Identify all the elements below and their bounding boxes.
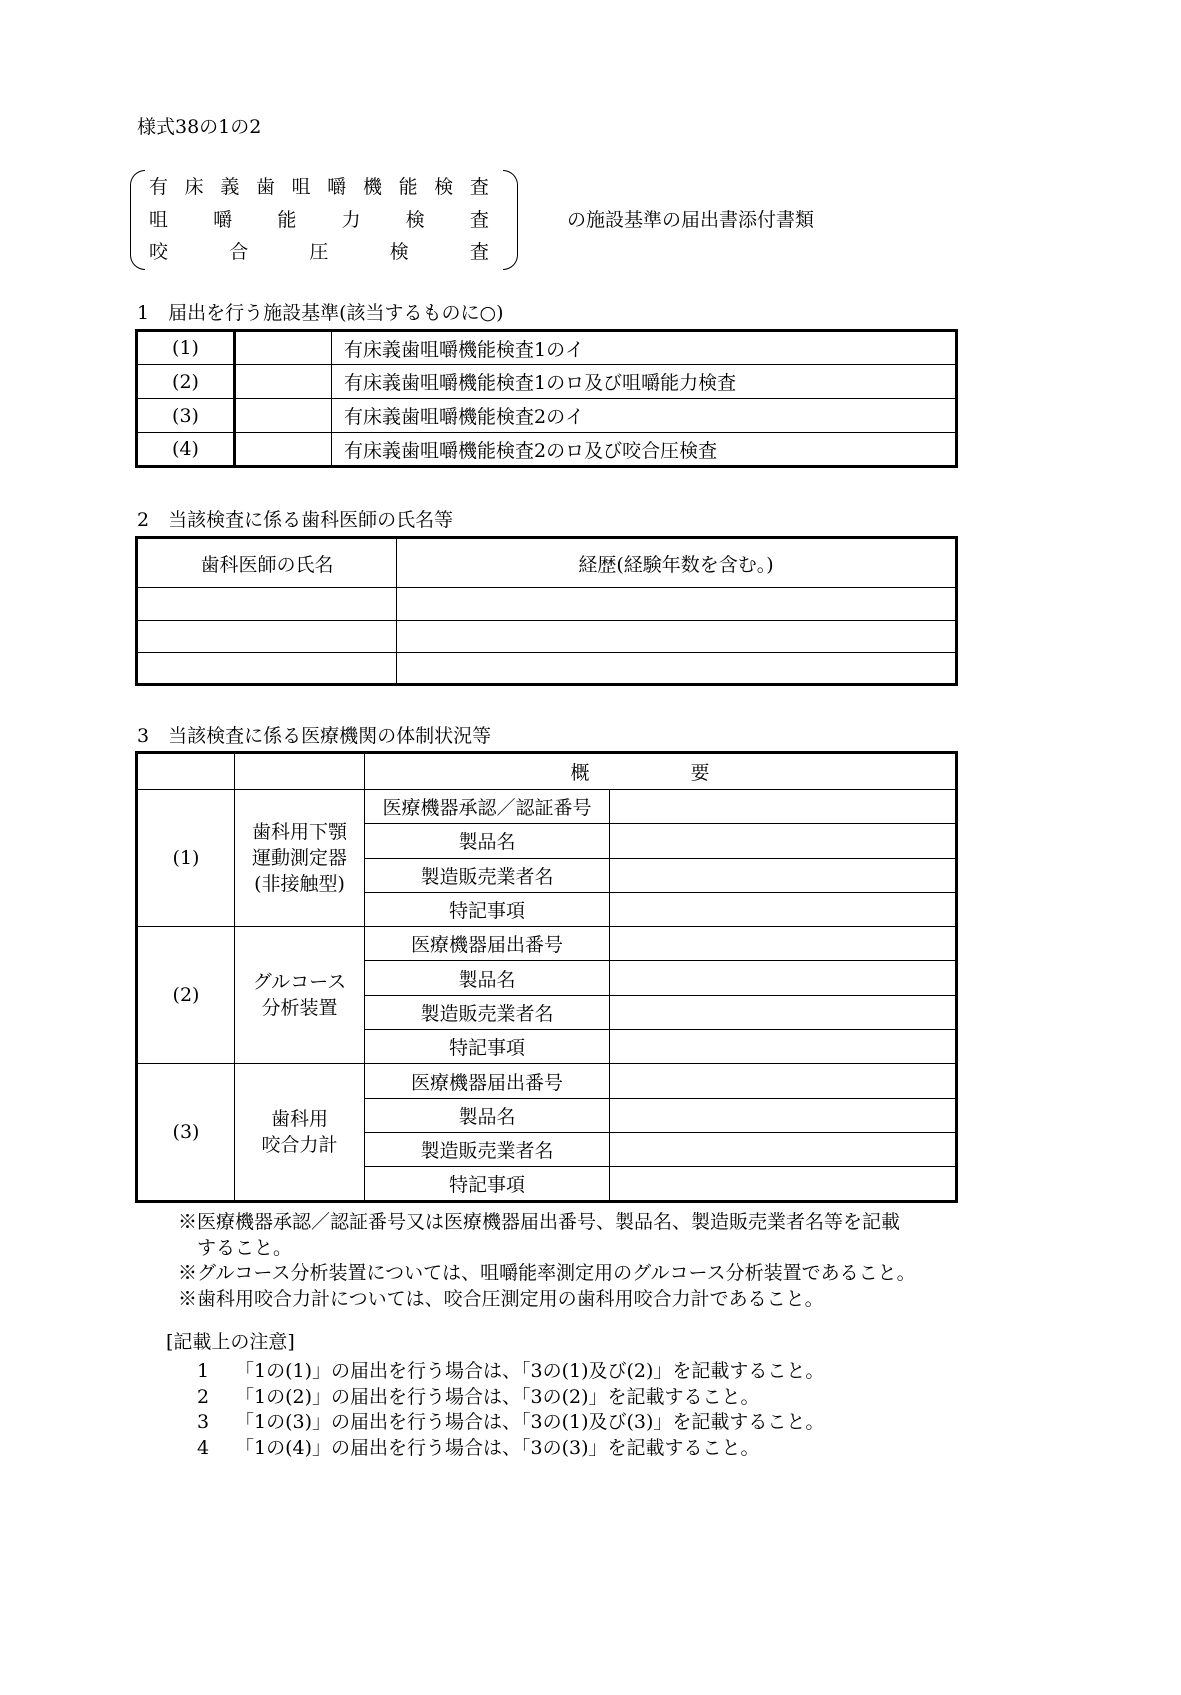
- table-row: [137, 790, 957, 824]
- table-row: [137, 331, 957, 365]
- device-name-line: 運動測定器: [251, 847, 347, 870]
- row-number: (3): [137, 399, 235, 433]
- title-char: 義: [220, 176, 240, 198]
- device-name-line: (非接触型): [254, 873, 345, 896]
- caution-number: 4: [197, 1436, 210, 1459]
- title-char: 咬: [149, 241, 169, 263]
- column-header-dentist-name: 歯科医師の氏名: [137, 538, 397, 588]
- header-overview-char-2: 要: [690, 762, 710, 784]
- device-name-line: 歯科用: [270, 1107, 328, 1130]
- column-header-career: 経歴(経験年数を含む。): [397, 538, 957, 588]
- cautions-heading: [記載上の注意]: [166, 1331, 295, 1353]
- item-value-cell[interactable]: [610, 790, 957, 824]
- section1-heading: 1 届出を行う施設基準(該当するものに○): [137, 302, 504, 324]
- caution-item: [197, 1410, 824, 1436]
- section2-heading: 2 当該検査に係る歯科医師の氏名等: [137, 509, 454, 531]
- title-char: 検: [434, 176, 454, 198]
- device-name: [235, 790, 365, 927]
- note-line: ※歯科用咬合力計については、咬合圧測定用の歯科用咬合力計であること。: [178, 1287, 824, 1310]
- group-number: (3): [137, 1064, 235, 1201]
- item-value-cell[interactable]: [610, 858, 957, 892]
- title-char: 床: [184, 176, 204, 198]
- form-id: 様式38の1の2: [137, 116, 262, 138]
- check-mark-cell[interactable]: [235, 331, 332, 365]
- item-label: 製品名: [365, 824, 610, 858]
- item-label: 製品名: [365, 1098, 610, 1132]
- title-line-1: [149, 178, 489, 197]
- caution-text: 「1の(2)」の届出を行う場合は、「3の(2)」を記載すること。: [235, 1385, 760, 1408]
- item-label: 医療機器届出番号: [365, 1064, 610, 1098]
- device-name-line: グルコース: [252, 971, 347, 994]
- item-label: 特記事項: [365, 1167, 610, 1201]
- device-name-line: 咬合力計: [261, 1133, 338, 1156]
- item-value-cell[interactable]: [610, 927, 957, 961]
- item-value-cell[interactable]: [610, 1098, 957, 1132]
- device-name-line: 歯科用下顎: [251, 821, 347, 844]
- caution-number: 3: [197, 1411, 210, 1433]
- section3-heading: 3 当該検査に係る医療機関の体制状況等: [137, 725, 492, 747]
- item-value-cell[interactable]: [610, 892, 957, 926]
- facility-standard-label: 有床義歯咀嚼機能検査2のイ: [332, 399, 957, 433]
- caution-text: 「1の(3)」の届出を行う場合は、「3の(1)及び(3)」を記載すること。: [235, 1411, 825, 1433]
- section3-table: [135, 751, 958, 1203]
- facility-standard-label: 有床義歯咀嚼機能検査1のイ: [332, 331, 957, 365]
- item-value-cell[interactable]: [610, 1167, 957, 1201]
- title-char: 能: [277, 209, 297, 231]
- title-suffix: の施設基準の届出書添付書類: [567, 209, 815, 231]
- item-label: 特記事項: [365, 892, 610, 926]
- header-blank-device: [235, 753, 365, 790]
- title-char: 検: [405, 209, 425, 231]
- table-row: [137, 365, 957, 399]
- title-char: 咀: [291, 176, 311, 198]
- title-char: 歯: [255, 176, 275, 198]
- title-char: 嚼: [213, 209, 233, 231]
- caution-item: [197, 1436, 824, 1462]
- header-overview: [365, 753, 957, 790]
- dentist-name-cell[interactable]: [137, 588, 397, 621]
- title-char: 合: [229, 241, 249, 263]
- dentist-name-cell[interactable]: [137, 653, 397, 685]
- career-cell[interactable]: [397, 588, 957, 621]
- note-line: ※医療機器承認／認証番号又は医療機器届出番号、製品名、製造販売業者名等を記載: [178, 1211, 901, 1233]
- row-number: (1): [137, 331, 235, 365]
- caution-text: 「1の(1)」の届出を行う場合は、「3の(1)及び(2)」を記載すること。: [235, 1360, 825, 1382]
- caution-number: 1: [197, 1360, 210, 1382]
- career-cell[interactable]: [397, 653, 957, 685]
- item-value-cell[interactable]: [610, 1132, 957, 1166]
- section1-table: [135, 329, 958, 468]
- caution-item: [197, 1385, 824, 1411]
- caution-item: [197, 1359, 824, 1385]
- title-char: 力: [341, 209, 361, 231]
- title-char: 査: [469, 176, 489, 198]
- item-value-cell[interactable]: [610, 961, 957, 995]
- title-char: 能: [398, 176, 418, 198]
- item-label: 医療機器届出番号: [365, 927, 610, 961]
- item-value-cell[interactable]: [610, 1030, 957, 1064]
- item-label: 製造販売業者名: [365, 1132, 610, 1166]
- table-row: [137, 433, 957, 467]
- table-row: [137, 399, 957, 433]
- title-line-3: [149, 243, 489, 262]
- device-name-line: 分析装置: [261, 997, 338, 1020]
- table-row: [137, 1064, 957, 1098]
- check-mark-cell[interactable]: [235, 433, 332, 467]
- section3-notes: [178, 1210, 916, 1312]
- device-name: [235, 1064, 365, 1201]
- row-number: (4): [137, 433, 235, 467]
- note-line: ※グルコース分析装置については、咀嚼能率測定用のグルコース分析装置であること。: [178, 1262, 916, 1284]
- item-value-cell[interactable]: [610, 1064, 957, 1098]
- title-char: 機: [362, 176, 382, 198]
- title-char: 圧: [309, 241, 329, 263]
- item-label: 製品名: [365, 961, 610, 995]
- title-char: 査: [469, 209, 489, 231]
- title-char: 査: [469, 241, 489, 263]
- item-label: 製造販売業者名: [365, 995, 610, 1029]
- note-line: すること。: [178, 1236, 293, 1259]
- item-value-cell[interactable]: [610, 995, 957, 1029]
- title-char: 嚼: [327, 176, 347, 198]
- title-char: 咀: [149, 209, 169, 231]
- item-label: 製造販売業者名: [365, 858, 610, 892]
- header-blank-no: [137, 753, 235, 790]
- row-number: (2): [137, 365, 235, 399]
- cautions-list: [197, 1359, 824, 1461]
- title-char: 有: [149, 176, 169, 198]
- item-label: 特記事項: [365, 1030, 610, 1064]
- left-bracket: [130, 170, 145, 270]
- group-number: (1): [137, 790, 235, 927]
- item-label: 医療機器承認／認証番号: [365, 790, 610, 824]
- check-mark-cell[interactable]: [235, 399, 332, 433]
- career-cell[interactable]: [397, 621, 957, 653]
- title-char: 検: [389, 241, 409, 263]
- device-name: [235, 927, 365, 1064]
- header-overview-char-1: 概: [570, 762, 590, 784]
- right-bracket: [503, 170, 518, 270]
- section2-table: [135, 536, 958, 686]
- group-number: (2): [137, 927, 235, 1064]
- caution-number: 2: [197, 1385, 210, 1408]
- dentist-name-cell[interactable]: [137, 621, 397, 653]
- facility-standard-label: 有床義歯咀嚼機能検査1のロ及び咀嚼能力検査: [332, 365, 957, 399]
- facility-standard-label: 有床義歯咀嚼機能検査2のロ及び咬合圧検査: [332, 433, 957, 467]
- check-mark-cell[interactable]: [235, 365, 332, 399]
- table-row: [137, 927, 957, 961]
- item-value-cell[interactable]: [610, 824, 957, 858]
- caution-text: 「1の(4)」の届出を行う場合は、「3の(3)」を記載すること。: [235, 1436, 760, 1459]
- title-line-2: [149, 211, 489, 230]
